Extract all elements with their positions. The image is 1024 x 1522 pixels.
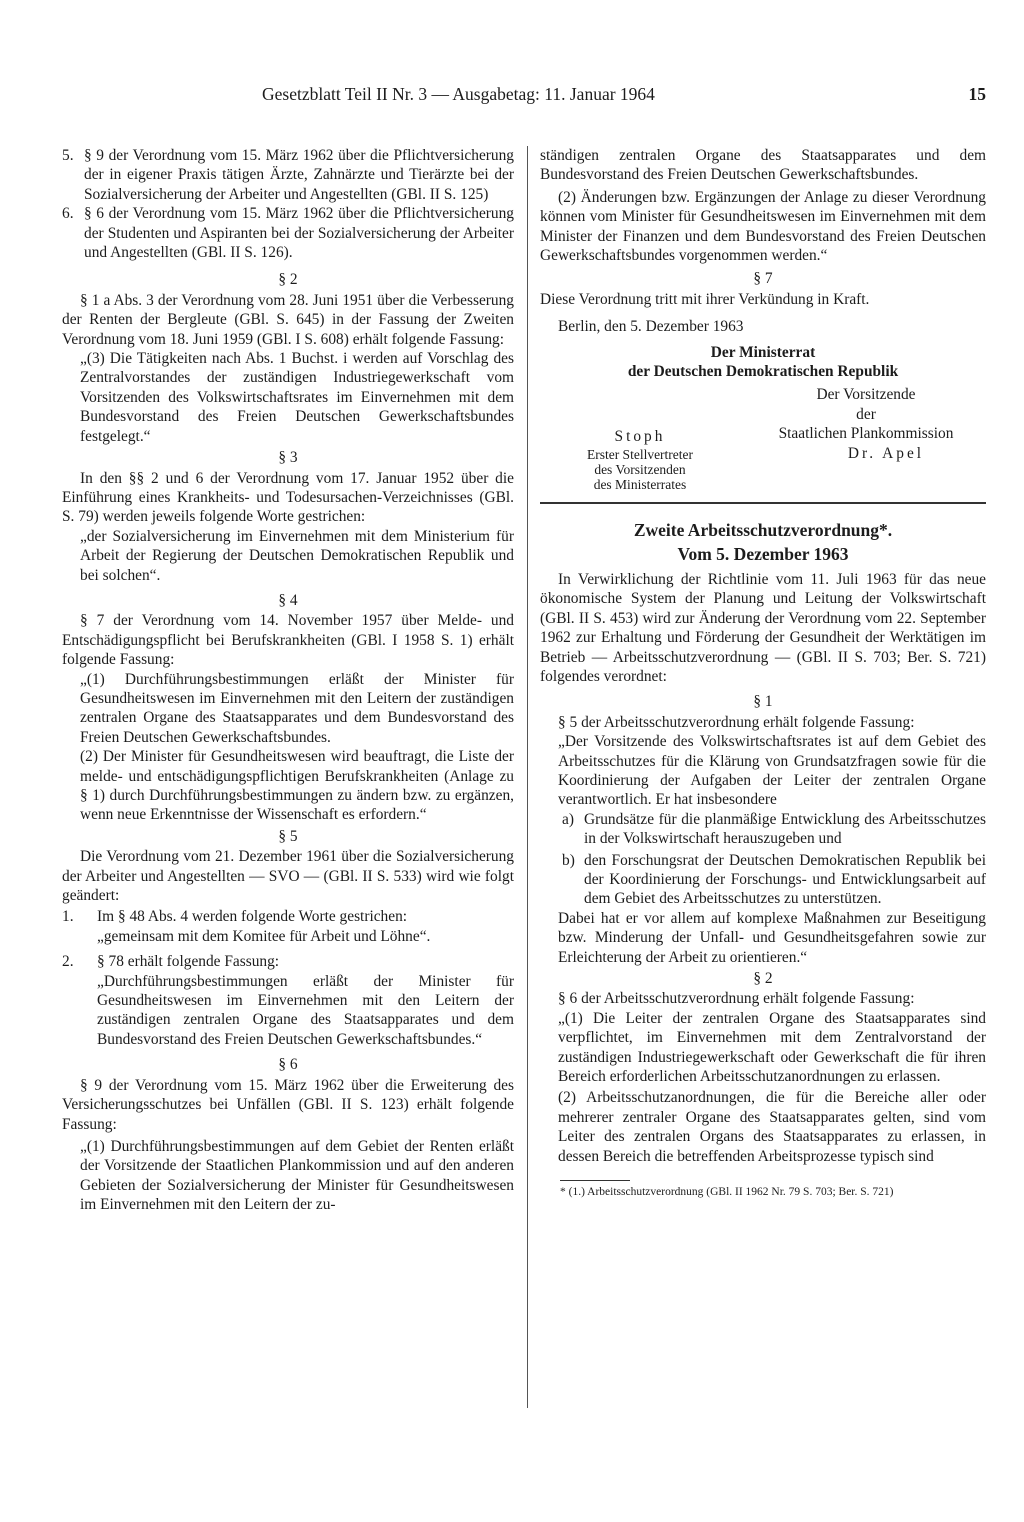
list-item [540,851,986,909]
signatory-title: Der Vorsitzende [816,386,916,404]
section-heading: § 1 [753,693,773,711]
quoted-text: (2) Der Minister für Gesundheitswesen wird beauftragt, die Liste der melde- und entschädigungspflichtigen Berufskrankheiten (Anlage zu § 1) durch Durchführungsbestimmungen zu ändern bzw. zu ergänzen, wenn neue Erkenntnisse der Wissenschaft es erfordern.“ [80,748,514,824]
section-heading: § 7 [753,270,773,288]
item-letter: b) [562,851,575,869]
quoted-text: „Durchführungsbestimmungen erläßt der Minister für Gesundheitswesen im Einvernehmen mit den Leitern der zuständigen zentralen Organe des Staatsapparates und dem Bundesvorstand des Freien Deutschen Gewerkschaftsbundes.“ [97,972,514,1048]
signatory-title: des Vorsitzenden [594,461,686,477]
item-text: Grundsätze für die planmäßige Entwicklung des Arbeitsschutzes in der Volkswirtschaft herauszugeben und [584,810,986,848]
running-header [262,84,986,105]
quoted-text: „(1) Die Leiter der zentralen Organe des Staatsapparates sind verpflichtet, im Einvernehmen mit dem Zentralvorstand der zuständigen Industriegewerkschaft oder Gewerkschaft die für ihren Bereich erforderlichen Arbeitsschutzanordnungen zu erlassen. [558,1009,986,1086]
running-title: Gesetzblatt Teil II Nr. 3 — Ausgabetag: 11. Januar 1964 [262,84,655,104]
document-date: Vom 5. Dezember 1963 [677,543,849,564]
item-number: 1. [62,908,74,926]
council-name: der Deutschen Demokratischen Republik [627,363,899,381]
signatory-title: der [856,405,876,423]
item-number: 6. [62,205,74,223]
right-column [540,146,986,1199]
paragraph: § 9 der Verordnung vom 15. März 1962 über die Erweiterung des Versicherungsschutzes bei Unfällen (GBl. II S. 123) erhält folgende Fassung: [62,1076,514,1133]
paragraph: Die Verordnung vom 21. Dezember 1961 über die Sozialversicherung der Arbeiter und Angestellten — SVO — (GBl. II S. 533) wird wie folgt geändert: [62,848,514,905]
quoted-text: „(3) Die Tätigkeiten nach Abs. 1 Buchst. i werden auf Vorschlag des Zentralvorstandes der zuständigen Industriegewerkschaft vom Vorsitzenden des Volkswirtschaftsrates im Einvernehmen mit dem Bundesvorstand des Freien Deutschen Gewerkschaftsbundes festgelegt.“ [80,350,514,445]
list-item [62,952,514,971]
paragraph: Diese Verordnung tritt mit ihrer Verkündung in Kraft. [540,290,870,308]
paragraph: § 7 der Verordnung vom 14. November 1957 über Melde- und Entschädigungspflicht bei Berufskrankheiten (GBl. I 1958 S. 1) erhält folgende Fassung: [62,612,514,669]
signatory-title: des Ministerrates [593,476,687,492]
signature-right [746,385,986,491]
signature-area [540,385,986,491]
item-letter: a) [562,810,574,828]
paragraph: In Verwirklichung der Richtlinie vom 11. Juli 1963 für das neue ökonomische System der Planung und Leitung der Volkswirtschaft (GBl. II S. 453) wird zur Änderung der Verordnung vom 22. September 1962 zur Erhaltung und Förderung der Gesundheit der Werktätigen im Betrieb — Arbeitsschutzverordnung — (GBl. II S. 703; Ber. S. 721) folgendes verordnet: [540,570,986,685]
paragraph: § 5 der Arbeitsschutzverordnung erhält folgende Fassung: [558,713,915,731]
council-name: Der Ministerrat [710,343,816,361]
paragraph: § 1 a Abs. 3 der Verordnung vom 28. Juni 1951 über die Verbesserung der Renten der Bergleute (GBl. S. 645) in der Fassung der Zweiten Verordnung vom 18. Juni 1959 (GBl. I S. 608) erhält folgende Fassung: [62,291,514,348]
page-number: 15 [968,84,986,104]
column-divider [527,146,528,1408]
signature-left [540,385,740,491]
quoted-text: „(1) Durchführungsbestimmungen auf dem Gebiet der Renten erläßt der Vorsitzende der Staatlichen Plankommission und auf den anderen Gebieten der Sozialversicherung der Minister für Gesundheitswesen im Einvernehmen mit den Leitern der zu- [80,1137,514,1214]
footnote-rule [560,1180,630,1181]
list-item [62,907,514,926]
list-item [62,146,514,204]
quoted-text: „Der Vorsitzende des Volkswirtschaftsrates ist auf dem Gebiet des Arbeitsschutzes für die Klärung von Grundsatzfragen sowie für die Koordinierung der Aufgaben der Leiter der zentralen Organe verantwortlich. Er hat insbesondere [558,733,986,809]
section-heading: § 2 [753,970,773,987]
section-heading: § 2 [278,271,298,289]
section-heading: § 5 [278,827,298,845]
item-text: § 78 erhält folgende Fassung: [97,953,280,971]
signatory-title: Staatlichen Plankommission [778,425,954,443]
list-item [62,204,514,262]
paragraph: ständigen zentralen Organe des Staatsapparates und dem Bundesvorstand des Freien Deutschen Gewerkschaftsbundes. [540,147,986,184]
list-item [540,810,986,849]
quoted-text: Dabei hat er vor allem auf komplexe Maßnahmen zur Beseitigung bzw. Minderung der Unfall- und Gesundheitsgefahren sowie zur Erleichterung der Arbeit zu orientieren.“ [558,909,986,966]
left-column [62,146,514,1215]
item-text: den Forschungsrat der Deutschen Demokratischen Republik bei der Koordinierung der Forschungs- und Entwicklungsarbeit auf dem Gebiet des Arbeitsschutzes zu unterstützen. [584,851,986,908]
section-heading: § 6 [278,1056,298,1074]
section-heading: § 3 [278,449,298,467]
footnote: * (1.) Arbeitsschutzverordnung (GBl. II 1962 Nr. 79 S. 703; Ber. S. 721) [560,1186,894,1199]
section-divider [540,502,986,504]
item-text: § 9 der Verordnung vom 15. März 1962 über die Pflichtversicherung der in eigener Praxis tätigen Ärzte, Zahnärzte und Tierärzte bei der Sozialversicherung der Arbeiter und Angestellten (GBl. II S. 125) [84,147,514,203]
item-text: § 6 der Verordnung vom 15. März 1962 über die Pflichtversicherung der Studenten und Aspiranten bei der Sozialversicherung der Arbeiter und Angestellten (GBl. II S. 126). [84,205,514,262]
quoted-text: (2) Arbeitsschutzanordnungen, die für die Bereiche aller oder mehrerer zentraler Organe des Staatsapparates gelten, sind vom Leiter des zentralen Organs des Staatsapparates zu erlassen, in dessen Bereich die betreffenden Arbeitsprozesse typisch sind [558,1089,986,1165]
quoted-text: „der Sozialversicherung im Einvernehmen mit dem Ministerium für Arbeit der Regierung der Deutschen Demokratischen Republik und bei solchen“. [80,527,514,584]
signatory-name: Dr. Apel [847,444,925,462]
item-number: 2. [62,953,74,971]
signatory-title: Erster Stellvertreter [586,446,694,462]
item-number: 5. [62,147,74,164]
paragraph: In den §§ 2 und 6 der Verordnung vom 17. Januar 1952 über die Einführung eines Krankheits- und Todesursachen-Verzeichnisses (GBl. S. 79) werden jeweils folgende Worte gestrichen: [62,469,514,526]
place-date: Berlin, den 5. Dezember 1963 [558,318,744,336]
item-text: Im § 48 Abs. 4 werden folgende Worte gestrichen: [97,908,408,926]
signatory-name: Stoph [614,428,666,446]
document-title: Zweite Arbeitsschutzverordnung*. [633,519,893,540]
quoted-text: „gemeinsam mit dem Komitee für Arbeit und Löhne“. [97,927,431,945]
paragraph: (2) Änderungen bzw. Ergänzungen der Anlage zu dieser Verordnung können vom Minister für Gesundheitswesen im Einvernehmen mit dem Minister der Finanzen und dem Bundesvorstand des Freien Deutschen Gewerkschaftsbundes vorgenommen werden.“ [540,188,986,265]
section-heading: § 4 [278,591,298,609]
quoted-text: „(1) Durchführungsbestimmungen erläßt der Minister für Gesundheitswesen im Einvernehmen mit den Leitern der zuständigen zentralen Organe des Staatsapparates und dem Bundesvorstand des Freien Deutschen Gewerkschaftsbundes. [80,670,514,746]
paragraph: § 6 der Arbeitsschutzverordnung erhält folgende Fassung: [558,990,915,1008]
